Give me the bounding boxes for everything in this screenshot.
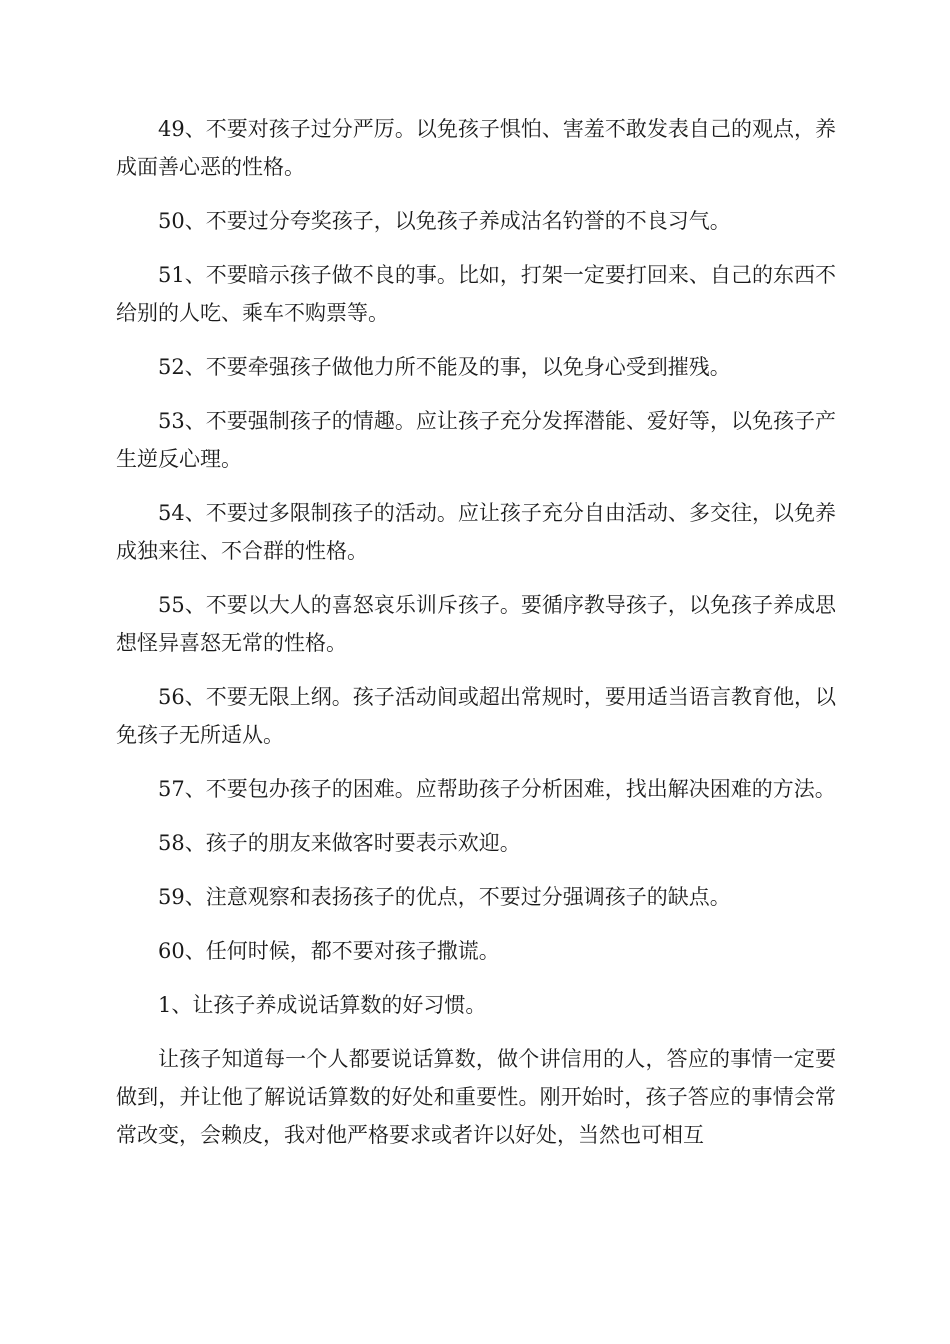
paragraph-49: 49、不要对孩子过分严厉。以免孩子惧怕、害羞不敢发表自己的观点，养成面善心恶的性格。 (116, 117, 836, 179)
paragraph-50: 50、不要过分夸奖孩子，以免孩子养成沽名钓誉的不良习气。 (158, 209, 731, 233)
paragraph-body: 让孩子知道每一个人都要说话算数，做个讲信用的人，答应的事情一定要做到，并让他了解说话算数的好处和重要性。刚开始时，孩子答应的事情会常常改变，会赖皮，我对他严格要求或者许以好处，当然也可相互 (116, 1047, 836, 1147)
document-body (116, 110, 836, 1170)
section-heading-1: 1、让孩子养成说话算数的好习惯。 (158, 993, 487, 1017)
paragraph-58: 58、孩子的朋友来做客时要表示欢迎。 (158, 831, 521, 855)
paragraph-52: 52、不要牵强孩子做他力所不能及的事，以免身心受到摧残。 (158, 355, 731, 379)
paragraph-57: 57、不要包办孩子的困难。应帮助孩子分析困难，找出解决困难的方法。 (158, 777, 836, 801)
paragraph-59: 59、注意观察和表扬孩子的优点，不要过分强调孩子的缺点。 (158, 885, 731, 909)
paragraph-53: 53、不要强制孩子的情趣。应让孩子充分发挥潜能、爱好等，以免孩子产生逆反心理。 (116, 409, 836, 471)
paragraph-54: 54、不要过多限制孩子的活动。应让孩子充分自由活动、多交往，以免养成独来往、不合群的性格。 (116, 501, 836, 563)
paragraph-56: 56、不要无限上纲。孩子活动间或超出常规时，要用适当语言教育他，以免孩子无所适从。 (116, 685, 836, 747)
paragraph-55: 55、不要以大人的喜怒哀乐训斥孩子。要循序教导孩子，以免孩子养成思想怪异喜怒无常的性格。 (116, 593, 836, 655)
paragraph-51: 51、不要暗示孩子做不良的事。比如，打架一定要打回来、自己的东西不给别的人吃、乘车不购票等。 (116, 263, 836, 325)
paragraph-60: 60、任何时候，都不要对孩子撒谎。 (158, 939, 500, 963)
